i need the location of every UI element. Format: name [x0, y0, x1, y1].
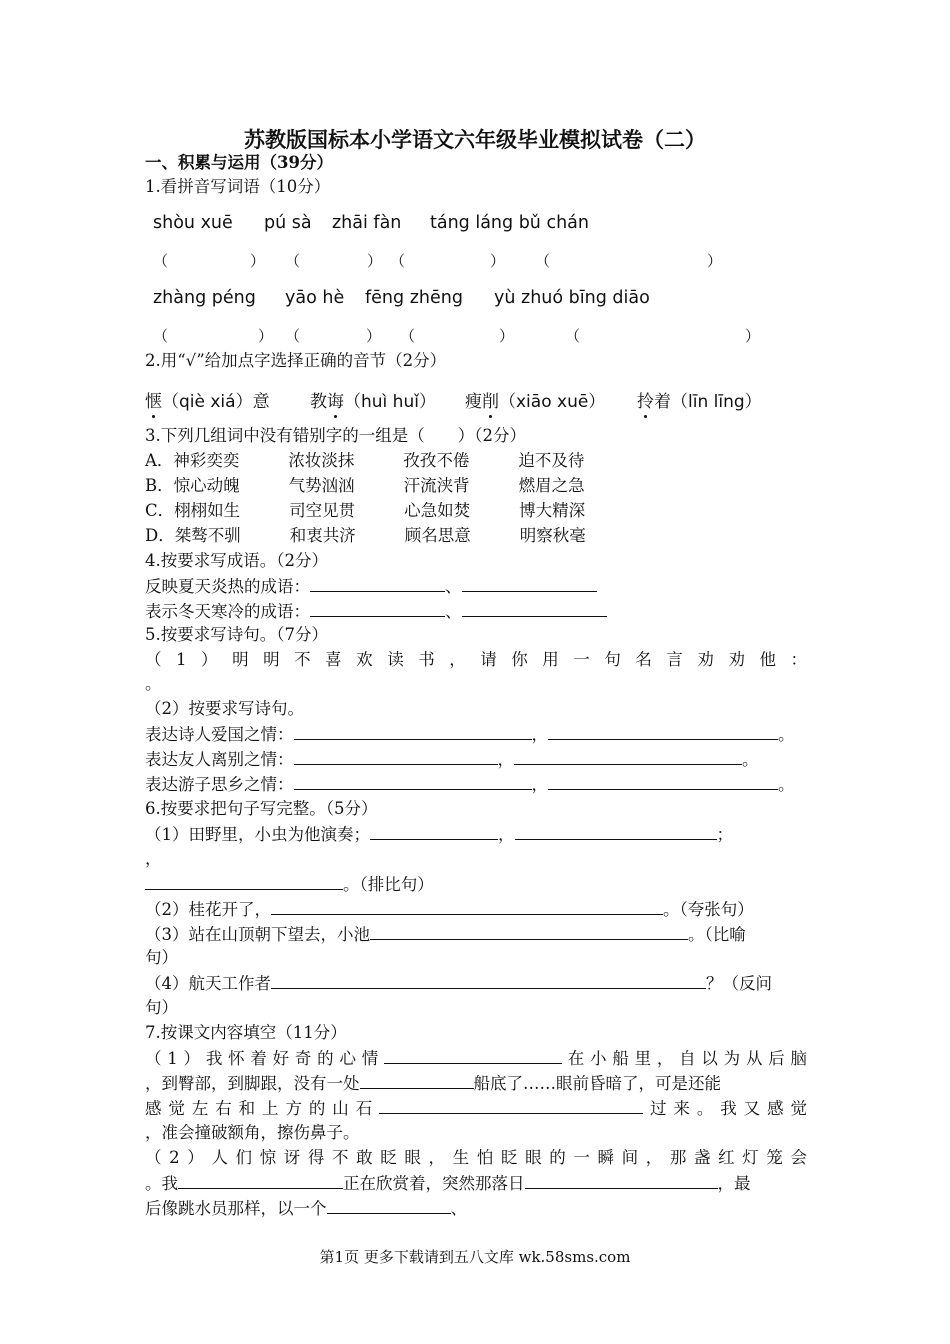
answer-blank[interactable] — [548, 722, 778, 740]
period: 。 — [778, 725, 795, 744]
q6-prompt: （2）桂花开了， — [145, 900, 271, 919]
q7-text: 过来。我又感觉 — [643, 1099, 808, 1118]
paren-open: （ — [390, 252, 406, 270]
q7-text: ，到臀部，到脚跟，没有一处 — [145, 1074, 360, 1093]
pinyin-item: zhāi fàn — [332, 213, 402, 233]
pinyin-item: shòu xuē — [153, 213, 233, 233]
q2-item-text: （huì huǐ） — [344, 392, 436, 412]
page-footer: 第1页 更多下载请到五八文库 wk.58sms.com — [319, 1248, 631, 1266]
q2-item-text: 着（līn līng） — [654, 392, 762, 412]
page-title: 苏教版国标本小学语文六年级毕业模拟试卷（二） — [244, 127, 706, 152]
q7-para-1-line-4: ，准会撞破额角，擦伤鼻子。 — [145, 1123, 360, 1142]
paren-open: （ — [285, 327, 301, 345]
answer-blank[interactable] — [462, 599, 607, 617]
q4-prompt: 表示冬天寒冷的成语： — [145, 602, 310, 621]
comma: ， — [531, 725, 548, 744]
comma: ， — [531, 775, 548, 794]
q7-text: 在小船里，自以为从后脑 — [562, 1049, 808, 1068]
q3-option-c — [145, 499, 585, 523]
comma: ， — [498, 825, 515, 844]
q4-line-2 — [145, 599, 607, 624]
option-word: 博大精深 — [519, 501, 586, 520]
option-word: 神彩奕奕 — [173, 451, 240, 470]
dotted-char: 惬 — [145, 387, 162, 412]
q5-sub-2: （2）按要求写诗句。 — [145, 699, 304, 718]
paren-close: ） — [707, 252, 723, 270]
q6-note: 。（夸张句） — [663, 900, 754, 919]
answer-blank[interactable] — [294, 722, 532, 740]
q6-prompt: （4）航天工作者 — [145, 974, 271, 993]
q3-option-a — [145, 449, 584, 473]
q7-text: 。我 — [145, 1174, 178, 1193]
option-word: 顾名思意 — [404, 526, 471, 545]
answer-blank[interactable] — [310, 574, 445, 592]
q6-sentence-4 — [145, 971, 772, 996]
option-word: 气势汹汹 — [288, 476, 355, 495]
dotted-char: 诲 — [327, 387, 344, 412]
pinyin-item: pú sà — [264, 213, 312, 233]
option-word: 燃眉之急 — [518, 476, 585, 495]
answer-blank[interactable] — [379, 1096, 643, 1114]
pinyin-item: fēng zhēng — [365, 288, 463, 308]
q6-prompt: （1）田野里，小虫为他演奏； — [145, 825, 370, 844]
q6-sentence-1-end — [145, 872, 434, 897]
q5-sub-1-end: 。 — [145, 674, 162, 693]
pinyin-item: yāo hè — [285, 288, 345, 308]
q6-sentence-1-cont: ， — [145, 849, 162, 868]
q6-sentence-3-wrap: 句） — [145, 948, 178, 967]
comma: ， — [497, 750, 514, 769]
q5-heading: 5.按要求写诗句。（7分） — [145, 625, 328, 644]
q7-text: 船底了……眼前昏暗了，可是还能 — [473, 1074, 721, 1093]
q6-prompt: （3）站在山顶朝下望去，小池 — [145, 925, 370, 944]
answer-blank[interactable] — [327, 1196, 451, 1214]
q7-text: 后像跳水员那样，以一个 — [145, 1199, 327, 1218]
option-label: B． — [145, 476, 174, 495]
paren-open: （ — [400, 327, 416, 345]
q2-item-3 — [465, 387, 605, 412]
q2-item-text: （qiè xiá）意 — [162, 392, 270, 412]
q6-sentence-4-wrap: 句） — [145, 998, 178, 1017]
option-word: 惊心动魄 — [173, 476, 240, 495]
q7-text: 、 — [450, 1199, 467, 1218]
q7-para-1-line-2 — [145, 1071, 721, 1096]
option-word: 心急如焚 — [404, 501, 471, 520]
q7-text: 正在欣赏着，突然那落日 — [343, 1174, 525, 1193]
answer-blank[interactable] — [271, 897, 663, 915]
answer-blank[interactable] — [178, 1171, 343, 1189]
q6-note: ？（反问 — [706, 974, 772, 993]
paren-close: ） — [258, 327, 274, 345]
semicolon: ； — [716, 825, 733, 844]
q7-para-2-line-1: （2）人们惊讶得不敢眨眼，生怕眨眼的一瞬间，那盏红灯笼会 — [145, 1148, 807, 1167]
answer-blank[interactable] — [514, 747, 742, 765]
q7-para-2-line-2 — [145, 1171, 751, 1196]
q5-prompt: 表达诗人爱国之情： — [145, 725, 294, 744]
paren-open: （ — [565, 327, 581, 345]
answer-blank[interactable] — [145, 872, 343, 890]
separator: 、 — [445, 577, 462, 596]
q5-prompt: 表达友人离别之情： — [145, 750, 294, 769]
answer-blank[interactable] — [271, 971, 706, 989]
q6-note: 。（比喻 — [688, 925, 746, 944]
paren-open: （ — [285, 252, 301, 270]
q2-item-text: （xiāo xuē） — [499, 392, 606, 412]
q6-note: 。（排比句） — [343, 875, 434, 894]
q2-item-2 — [310, 387, 436, 412]
paren-close: ） — [490, 252, 506, 270]
section-heading-1: 一、积累与运用（39分） — [145, 153, 333, 172]
answer-blank[interactable] — [294, 747, 498, 765]
option-word: 桀骜不驯 — [174, 526, 241, 545]
q7-text: ，最 — [717, 1174, 751, 1193]
answer-blank[interactable] — [370, 922, 688, 940]
option-label: C． — [145, 501, 175, 520]
q7-text: 感觉左右和上方的山石 — [145, 1099, 380, 1118]
q6-sentence-2 — [145, 897, 754, 922]
paren-close: ） — [499, 327, 515, 345]
answer-blank[interactable] — [462, 574, 597, 592]
q6-heading: 6.按要求把句子写完整。（5分） — [145, 799, 378, 818]
q2-item-1 — [145, 387, 270, 412]
paren-close: ） — [250, 252, 266, 270]
dotted-char: 削 — [482, 387, 499, 412]
answer-blank[interactable] — [515, 822, 717, 840]
paren-open: （ — [153, 252, 169, 270]
answer-blank[interactable] — [525, 1171, 718, 1189]
answer-blank[interactable] — [548, 772, 778, 790]
paren-open: （ — [535, 252, 551, 270]
q3-option-b — [145, 474, 585, 498]
paren-open: （ — [153, 327, 169, 345]
option-word: 汗流浃背 — [403, 476, 470, 495]
q7-para-2-line-3 — [145, 1196, 467, 1221]
q2-item-text: 教 — [310, 392, 327, 412]
period: 。 — [742, 750, 759, 769]
paren-close: ） — [745, 327, 761, 345]
q4-heading: 4.按要求写成语。（2分） — [145, 551, 328, 570]
option-word: 栩栩如生 — [174, 501, 241, 520]
q5-prompt: 表达游子思乡之情： — [145, 775, 294, 794]
q4-line-1 — [145, 574, 597, 599]
pinyin-item: táng láng bǔ chán — [430, 213, 589, 233]
pinyin-item: yù zhuó bīng diāo — [494, 288, 650, 308]
q6-sentence-1 — [145, 822, 733, 847]
separator: 、 — [445, 602, 462, 621]
q5-line-2 — [145, 747, 759, 772]
option-word: 司空见贯 — [289, 501, 356, 520]
option-word: 迫不及待 — [518, 451, 585, 470]
answer-blank[interactable] — [370, 822, 498, 840]
q5-sub-1: （1）明明不喜欢读书，请你用一句名言劝劝他： — [145, 650, 807, 669]
option-word: 和衷共济 — [289, 526, 356, 545]
q7-para-1-line-3 — [145, 1096, 807, 1121]
q6-sentence-3 — [145, 922, 746, 947]
paren-close: ） — [366, 327, 382, 345]
answer-blank[interactable] — [310, 599, 445, 617]
q7-text: （1）我怀着好奇的心情 — [145, 1049, 384, 1068]
period: 。 — [778, 775, 795, 794]
option-label: D． — [145, 526, 175, 545]
answer-blank[interactable] — [294, 772, 532, 790]
option-label: A． — [145, 451, 174, 470]
q5-line-1 — [145, 722, 795, 747]
q7-heading: 7.按课文内容填空（11分） — [145, 1023, 347, 1042]
q2-heading: 2.用“√”给加点字选择正确的音节（2分） — [145, 351, 447, 370]
dotted-char: 拎 — [637, 387, 654, 412]
paren-close: ） — [367, 252, 383, 270]
q3-option-d — [145, 524, 586, 548]
q1-heading: 1.看拼音写词语（10分） — [145, 177, 331, 196]
option-word: 浓妆淡抹 — [288, 451, 355, 470]
q2-item-text: 瘦 — [465, 392, 482, 412]
option-word: 明察秋毫 — [519, 526, 586, 545]
pinyin-item: zhàng péng — [153, 288, 256, 308]
q3-heading: 3.下列几组词中没有错别字的一组是（ ）（2分） — [145, 426, 526, 445]
q7-para-1-line-1 — [145, 1046, 807, 1071]
q5-line-3 — [145, 772, 795, 797]
option-word: 孜孜不倦 — [403, 451, 470, 470]
answer-blank[interactable] — [384, 1046, 562, 1064]
answer-blank[interactable] — [360, 1071, 474, 1089]
q4-prompt: 反映夏天炎热的成语： — [145, 577, 310, 596]
q2-item-4 — [637, 387, 762, 412]
